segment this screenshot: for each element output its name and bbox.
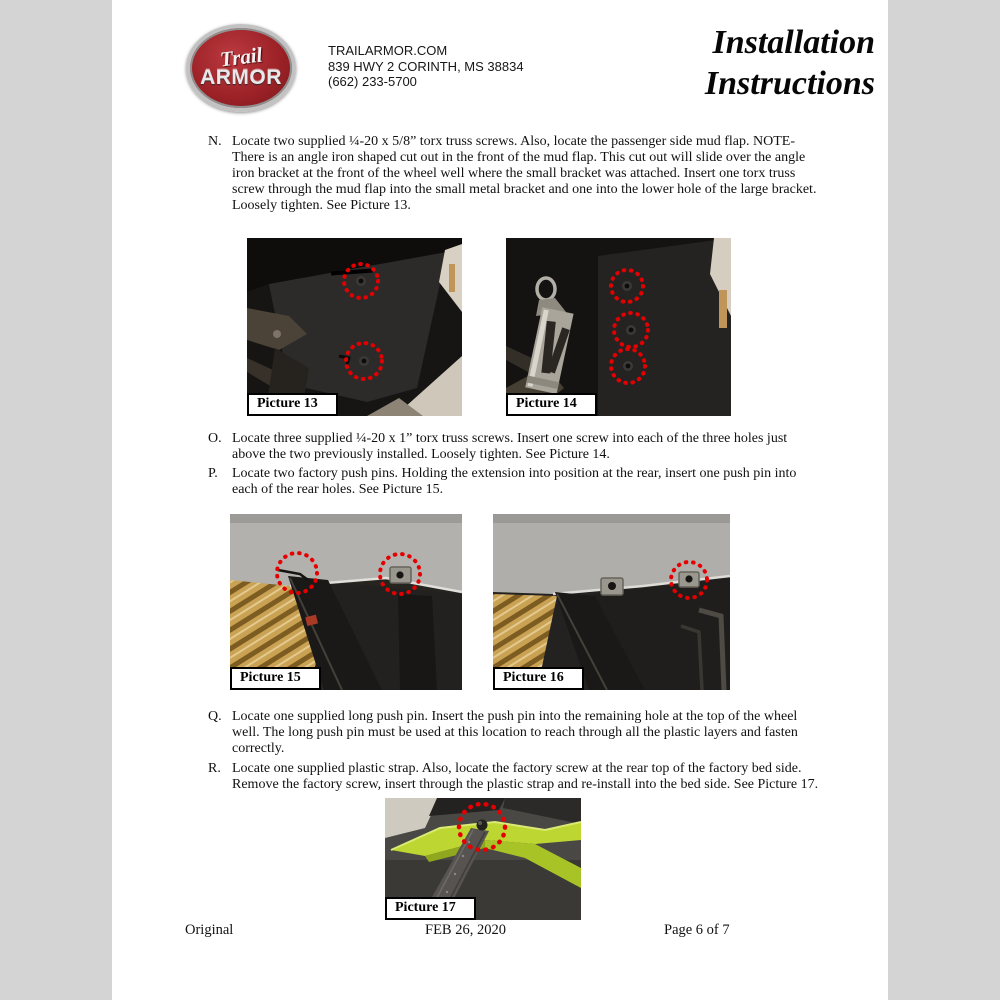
footer-revision: Original (185, 922, 234, 938)
step-r-letter: R. (208, 761, 221, 776)
photo-picture-17 (385, 798, 581, 920)
page-title-line2: Instructions (704, 65, 875, 102)
step-p (208, 466, 822, 498)
step-n-letter: N. (208, 134, 222, 149)
picture-13-label: Picture 13 (247, 393, 338, 416)
step-q (208, 709, 822, 757)
photo-14-art (506, 238, 731, 416)
picture-16-label: Picture 16 (493, 667, 584, 690)
step-r-text: Locate one supplied plastic strap. Also, locate the factory screw at the rear top of the factory bed side. Remove the factory screw, insert through the plastic strap and re-install into the bed side. See Picture 17. (232, 761, 819, 792)
picture-14-label: Picture 14 (506, 393, 597, 416)
step-q-text: Locate one supplied long push pin. Insert the push pin into the remaining hole at the top of the wheel well. The long push pin must be used at this location to reach through all the plastic layers and fasten correctly. (232, 709, 798, 756)
logo-text-trail: Trail (218, 42, 264, 72)
picture-17-label: Picture 17 (385, 897, 476, 920)
company-phone: (662) 233-5700 (328, 74, 417, 89)
trail-armor-logo (186, 24, 296, 112)
picture-15-label: Picture 15 (230, 667, 321, 690)
company-website: TRAILARMOR.COM (328, 43, 448, 58)
photo-picture-13 (247, 238, 462, 416)
photo-16-art (493, 514, 730, 690)
step-o-text: Locate three supplied ¼-20 x 1” torx truss screws. Insert one screw into each of the three holes just above the two previously installed. Loosely tighten. See Picture 14. (232, 431, 788, 462)
footer-page-number: Page 6 of 7 (664, 922, 730, 938)
photo-13-art (247, 238, 462, 416)
footer-date: FEB 26, 2020 (425, 922, 506, 938)
step-n-text: Locate two supplied ¼-20 x 5/8” torx truss screws. Also, locate the passenger side mud flap. NOTE- There is an angle iron shaped cut out in the front of the mud flap. This cut out will slide over the angle iron bracket at the front of the wheel well where the small bracket was attached. Insert one torx truss screw through the mud flap into the small metal bracket and one into the lower hole of the large bracket. Loosely tighten. See Picture 13. (232, 134, 817, 213)
photo-picture-16 (493, 514, 730, 690)
step-r (208, 761, 822, 793)
step-p-letter: P. (208, 466, 218, 481)
document-page (112, 0, 888, 1000)
photo-picture-14 (506, 238, 731, 416)
company-info (328, 43, 524, 90)
page-title (705, 22, 875, 104)
photo-15-art (230, 514, 462, 690)
step-n (208, 134, 822, 214)
step-q-letter: Q. (208, 709, 222, 724)
company-address: 839 HWY 2 CORINTH, MS 38834 (328, 58, 524, 74)
step-o-letter: O. (208, 431, 222, 446)
page-title-line1: Installation (712, 24, 875, 61)
step-p-text: Locate two factory push pins. Holding the extension into position at the rear, insert one push pin into each of the rear holes. See Picture 15. (232, 466, 797, 497)
logo-text-armor: ARMOR (200, 66, 282, 89)
step-o (208, 431, 822, 463)
photo-picture-15 (230, 514, 462, 690)
